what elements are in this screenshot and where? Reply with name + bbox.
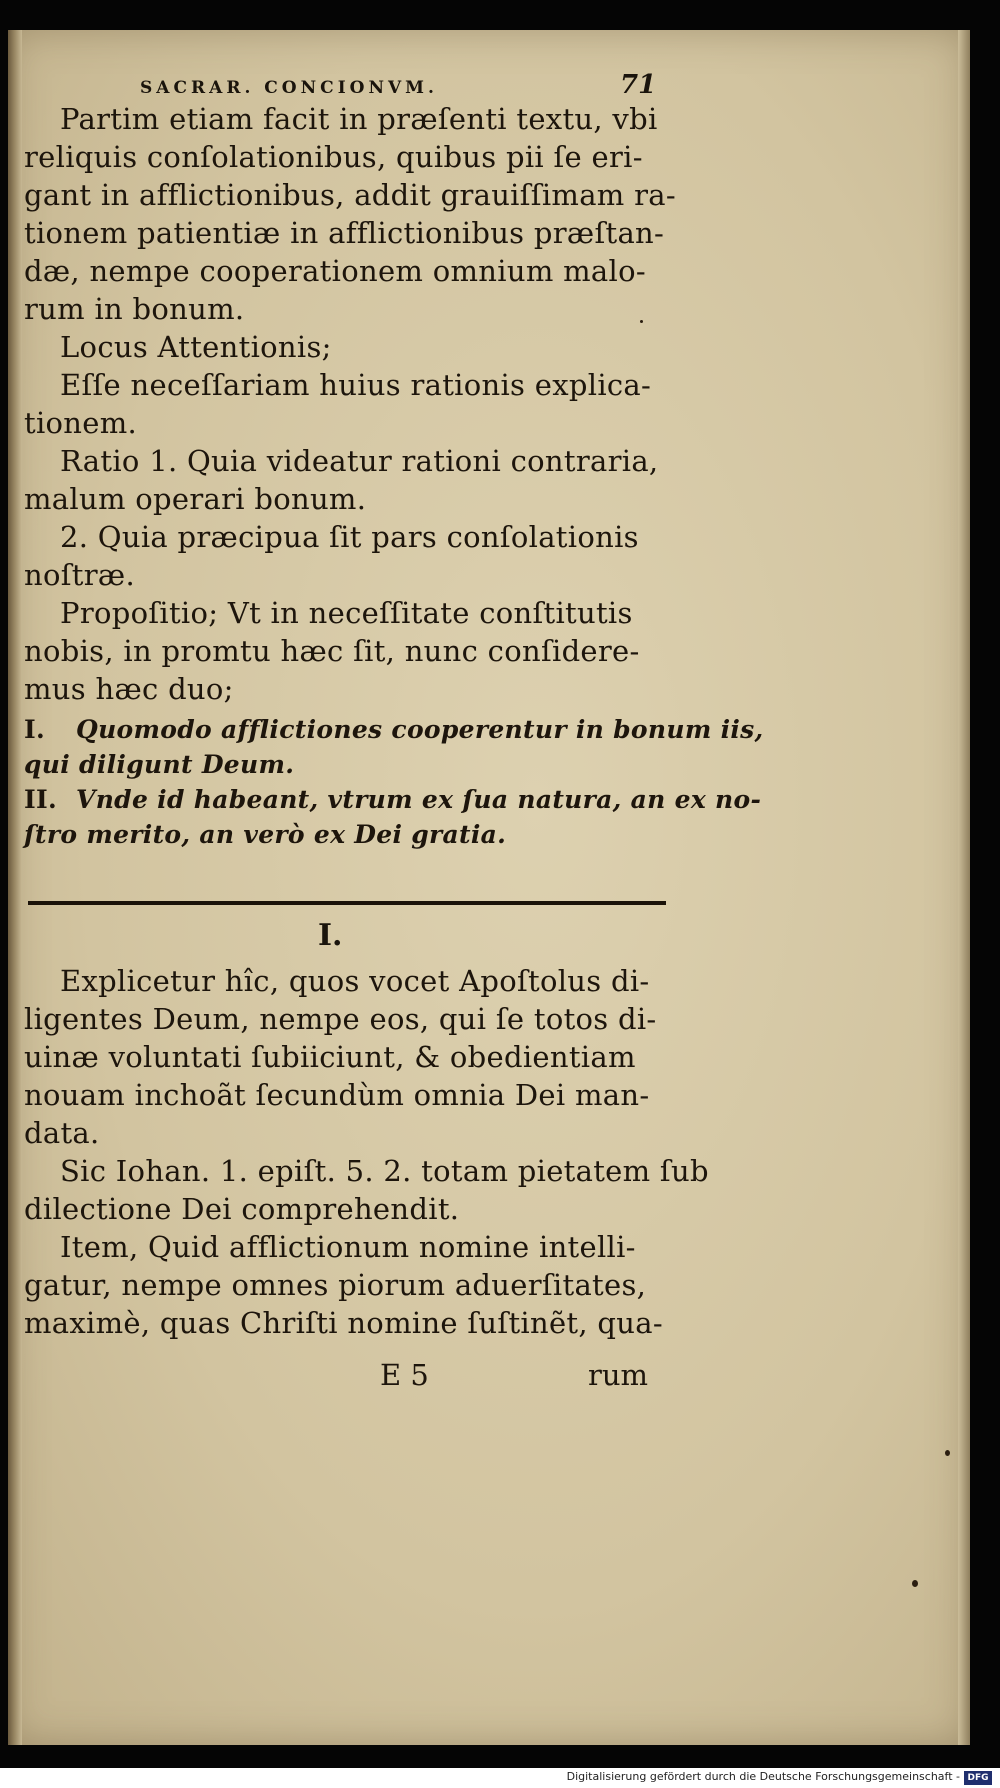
paragraph-partim [24,100,676,708]
point-number: II. [24,785,57,814]
text-line: noſtræ. [24,558,135,592]
page-speck [912,1580,918,1587]
point-item-cont: qui diligunt Deum. [24,750,295,779]
section-number: I. [318,918,343,953]
text-line: tionem. [24,406,138,440]
text-line: Sic Iohan. 1. epiſt. 5. 2. totam pietatem ſub [60,1154,709,1188]
text-line: tionem patientiæ in afflictionibus præſtan- [24,216,665,250]
text-line: Explicetur hîc, quos vocet Apoſtolus di- [60,964,650,998]
catchword: rum [588,1358,649,1392]
text-line: malum operari bonum. [24,482,367,516]
point-item-cont: ſtro merito, an verò ex Dei gratia. [24,820,507,849]
page-speck [640,320,643,323]
text-line: rum in bonum. [24,292,245,326]
running-title: SACRAR. CONCIONVM. [140,78,438,98]
point-number: I. [24,715,45,744]
point-item [24,712,764,747]
page-left-edge [8,30,22,1745]
text-line: 2. Quia præcipua ſit pars conſolationis [60,520,639,554]
signature-mark: E 5 [380,1358,429,1392]
paragraph-explicetur [24,962,709,1342]
text-line: maximè, quas Chriſti nomine ſuſtinẽt, qua- [24,1306,663,1340]
text-line: nouam inchoãt ſecundùm omnia Dei man- [24,1078,650,1112]
text-line: ligentes Deum, nempe eos, qui ſe totos di- [24,1002,657,1036]
text-line: nobis, in promtu hæc ſit, nunc conſidere- [24,634,640,668]
text-line: Propoſitio; Vt in neceſſitate conſtitutis [60,596,633,630]
text-line: dilectione Dei comprehendit. [24,1192,460,1226]
text-line: Eſſe neceſſariam huius rationis explica- [60,368,652,402]
text-line: Item, Quid afflictionum nomine intelli- [60,1230,636,1264]
point-text: Quomodo afflictiones cooperentur in bonum iis, [76,715,764,744]
page-speck [945,1450,950,1456]
point-text: Vnde id habeant, vtrum ex ſua natura, an ex no- [76,785,762,814]
text-line: gant in afflictionibus, addit grauiſſimam ra- [24,178,676,212]
points-list [24,712,764,852]
locus-heading: Locus Attentionis; [60,330,332,364]
text-line: reliquis conſolationibus, quibus pii ſe eri- [24,140,643,174]
folio-number: 71 [620,70,657,100]
text-line: mus hæc duo; [24,672,234,706]
text-line: dæ, nempe cooperationem omnium malo- [24,254,646,288]
dfg-logo: DFG [964,1771,992,1785]
text-line: data. [24,1116,100,1150]
text-line: Partim etiam facit in præſenti textu, vbi [60,102,658,136]
text-line: gatur, nempe omnes piorum aduerſitates, [24,1268,647,1302]
text-line: uinæ voluntati ſubiiciunt, & obedientiam [24,1040,636,1074]
funding-credit: Digitalisierung gefördert durch die Deutsche Forschungsgemeinschaft - [566,1770,960,1783]
point-item [24,782,762,817]
section-rule [28,901,666,905]
text-line: Ratio 1. Quia videatur rationi contraria, [60,444,659,478]
page-right-edge [958,30,970,1745]
digitization-footer [0,1768,1000,1788]
